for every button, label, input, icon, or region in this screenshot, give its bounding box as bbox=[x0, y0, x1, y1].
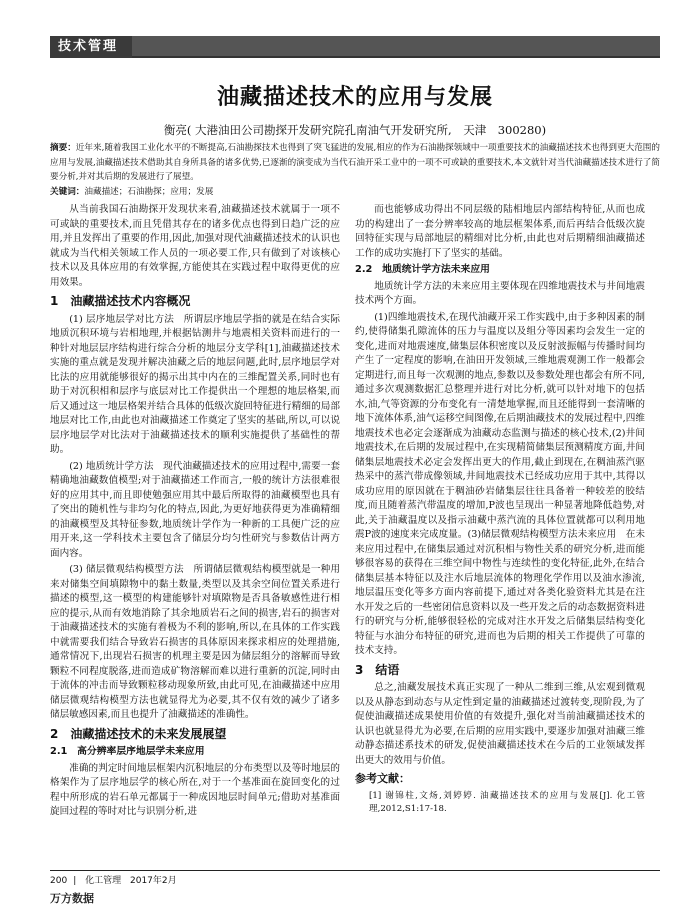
references-heading: 参考文献： bbox=[355, 772, 410, 785]
heading-section-3: 3 结语 bbox=[355, 662, 400, 677]
heading-section-2: 2 油藏描述技术的未来发展展望 bbox=[50, 726, 227, 741]
paragraph-1-1: (1) 层序地层学对比方法 所谓层序地层学指的就是在结合实际地质沉积环境与岩相地理,并根据钻测井与地震相关资料而进行的一种针对地层层序结构进行综合分析的地层分支学科[1],油藏描述技术实施的重点就是发现并解决油藏之后的地层问题,此时,层序地层学对比法的应用就能够很好的揭示出其中内在的三维配置关系,同时也有助于对沉积相和层序与底层对比工作提供出一个理想的地层格架,而后又通过这一地层格架并结合具体的低级次旋回特征进行精细的局部地层对比工作,由此也对油藏描述工作奠定了坚实的基础,所以,可以说层序地层学对比法对于油藏描述技术的顺利实施提供了基础性的帮助。 bbox=[50, 313, 340, 455]
abstract-text: 近年来,随着我国工业化水平的不断提高,石油勘探技术也得到了突飞猛进的发展,相应的作为石油勘探领域中一项重要技术的油藏描述技术也得到更大范围的应用与发展,油藏描述技术借助其自身所具备的诸多优势,已逐渐的演变成为当代石油开采工业中的一项不可或缺的重要技术,本文就针对当代油藏描述技术进行了简要分析,并对其后期的发展进行了展望。 bbox=[50, 143, 660, 182]
paragraph-1-2: (2) 地质统计学方法 现代油藏描述技术的应用过程中,需要一套精确地油藏数值模型;对于油藏描述工作而言,一般的统计方法很难很好的应用其中,而且即使勉强应用其中最后所取得的油藏模型也具有了突出的随机性与非均匀化的特点,因此,为更好地获得更为准确精细的油藏模型及其特征参数,地质统计学作为一种新的工具便广泛的应用开来,这一学科技术主要包含了储层分均匀性研究与参数估计两方面内容。 bbox=[50, 460, 340, 559]
abstract-label: 摘要： bbox=[50, 143, 76, 153]
right-column bbox=[355, 203, 645, 816]
page-number: 200 bbox=[50, 876, 68, 886]
source-watermark: 万方数据 bbox=[50, 892, 94, 905]
abstract-block bbox=[50, 141, 660, 199]
heading-section-1: 1 油藏描述技术内容概况 bbox=[50, 294, 191, 308]
keywords-label: 关键词： bbox=[50, 186, 85, 197]
journal-name: 化工管理 bbox=[85, 876, 122, 886]
conclusion-paragraph: 总之,油藏发展技术真正实现了一种从二维到三维,从宏观到微观以及从静态到动态与从定性到定量的油藏描述过渡转变,现阶段,为了促使油藏描述成果使用价值的有效提升,强化对当前油藏描述技术的认识也就显得尤为必要,在后期的应用实践中,要逐步加强对油藏三维动静态描述系技术的研发,促使油藏描述技术在今后的工业领域发挥出更大的效用与价值。 bbox=[355, 682, 645, 766]
page-footer: 200 | 化工管理 2017年2月 bbox=[50, 876, 177, 886]
paragraph-2-2: 地质统计学方法的未来应用主要体现在四维地震技术与井间地震技术两个方面。 bbox=[355, 280, 645, 306]
keywords-text: 油藏描述；石油勘探；应用；发展 bbox=[84, 186, 214, 197]
section-tag: 技术管理 bbox=[50, 36, 132, 58]
heading-section-2-2: 2.2 地质统计学方法未来应用 bbox=[355, 264, 490, 275]
abstract bbox=[50, 141, 660, 185]
paragraph-2-1: 准确的判定时间地层框架内沉积地层的分布类型以及等时地层的格架作为了层序地层学的核心所在,对于一个基准面在旋回变化的过程中所形成的岩石单元都属于一种成因地层时间单元;借助对基准面旋回过程的等时对比与识别分析,进 bbox=[50, 762, 340, 817]
intro-paragraph: 从当前我国石油勘探开发现状来看,油藏描述技术就属于一项不可或缺的重要技术,而且凭借其存在的诸多优点也得到日趋广泛的应用,并且发挥出了重要的作用,因此,加强对现代油藏描述技术的认识也就成为当代相关领域工作人员的一项必要工作,只有做到了对该核心技术以及具体应用的有效掌握,方能使其在实践过程中取得更优的应用效果。 bbox=[50, 204, 340, 288]
left-column bbox=[50, 203, 340, 822]
reference-item: [1] 谢锦柱,文炀,刘婷婷. 油藏描述技术的应用与发展[J]. 化工管理,2012,S1:17-18. bbox=[369, 790, 645, 814]
article-title: 油藏描述技术的应用与发展 bbox=[216, 85, 493, 110]
paragraph-1-3: (3) 储层微观结构模型方法 所谓储层微观结构模型就是一种用来对储集空间填隙物中的黏土数量,类型以及其余空间位置关系进行描述的模型,这一模型的构建能够针对填隙物是否具备敏感性进行相应的提示,从而有效地消除了其余地质岩石之间的损害,岩石的损害对于油藏描述技术的实施有着极为不利的影响,所以,在具体的工作实践中就需要我们结合导致岩石损害的具体原因来探求相应的处理措施,通常情况下,出现岩石损害的机理主要是因为储层组分的溶解而导致颗粒不同程度脱落,进而造成矿物溶解而难以进行重新的沉淀,同时由于流体的冲击而导致颗粒移动现象所致,由此可见,在油藏描述中应用储层微观结构模型方法也就显得尤为必要,其不仅有效的减少了诸多储层敏感因素,而且也提升了油藏描述的准确性。 bbox=[50, 564, 340, 720]
article-author: 衡亮( 大港油田公司勘探开发研究院孔南油气开发研究所, 天津 300280) bbox=[163, 123, 547, 137]
keywords bbox=[50, 185, 660, 200]
paragraph-2-1-cont: 而也能够成功得出不同层级的陆相地层内部结构特征,从而也成功的构建出了一套分辨率较高的地层框架体系,而后再结合低级次旋回特征实现与局部地层的精细对比分析,由此也对后期精细油藏描述工作的成功实施打下了坚实的基础。 bbox=[355, 204, 645, 259]
heading-section-2-1: 2.1 高分辨率层序地层学未来应用 bbox=[50, 746, 205, 757]
paragraph-2-2-detail: (1)四维地震技术,在现代油藏开采工作实践中,由于多种因素的制约,使得储集孔隙流体的压力与温度以及组分等因素均会发生一定的变化,进而对地震速度,储集层体积密度以及反射波振幅与传播时间均产生了一定程度的影响,在油田开发领域,三维地震观测工作一般都会定期进行,而且每一次观测的地点,参数以及参数处理也都会有所不同,通过多次观测数据汇总整理并进行对比分析,就可以针对地下的包括水,油,气等资源的分布变化有一清楚地掌握,而且还能得到一套清晰的地下流体体系,油气运移空间图像,在后期油藏技术的发展过程中,四维地震技术也必定会逐渐成为油藏动态监测与描述的核心技术,(2)井间地震技术,在后期的发展过程中,在实现精简储集层预测精度方面,井间储集层地震技术必定会发挥出更大的作用,截止到现在,在稠油蒸汽驱热采中的蒸汽带成像领域,井间地震技术已经成功应用于其中,其得以成功应用的原因就在于稠油砂岩储集层往往具备着一种较差的胶结度,而且随着蒸汽带温度的增加,P波也呈现出一种显著地降低趋势,对此,关于油藏温度以及指示油藏中蒸汽流的具体位置就都可以利用地震P波的速度来完成度量。(3)储层微观结构模型方法未来应用 在未来应用过程中,在储集层通过对沉积相与物性关系的研究分析,进而能够很容易的获得在三维空间中物性与连续性的变化特征,此外,在结合储集层基本特征以及注水后地层流体的物理化学作用以及油水渗流,地层温压变化等多方面内容前提下,通过对各类化验资料尤其是在注水开发之后的一些密闭信息资料以及一些开发之后的动态数据资料进行的研究与分析,能够很轻松的完成对注水开发之后储集层结构变化特征与水油分布特征的研究,进而也为后期的相关工作提供了可靠的技术支持。 bbox=[355, 311, 645, 656]
issue-date: 2017年2月 bbox=[130, 876, 177, 886]
footer-rule bbox=[50, 870, 660, 871]
section-header-bar bbox=[50, 36, 660, 58]
